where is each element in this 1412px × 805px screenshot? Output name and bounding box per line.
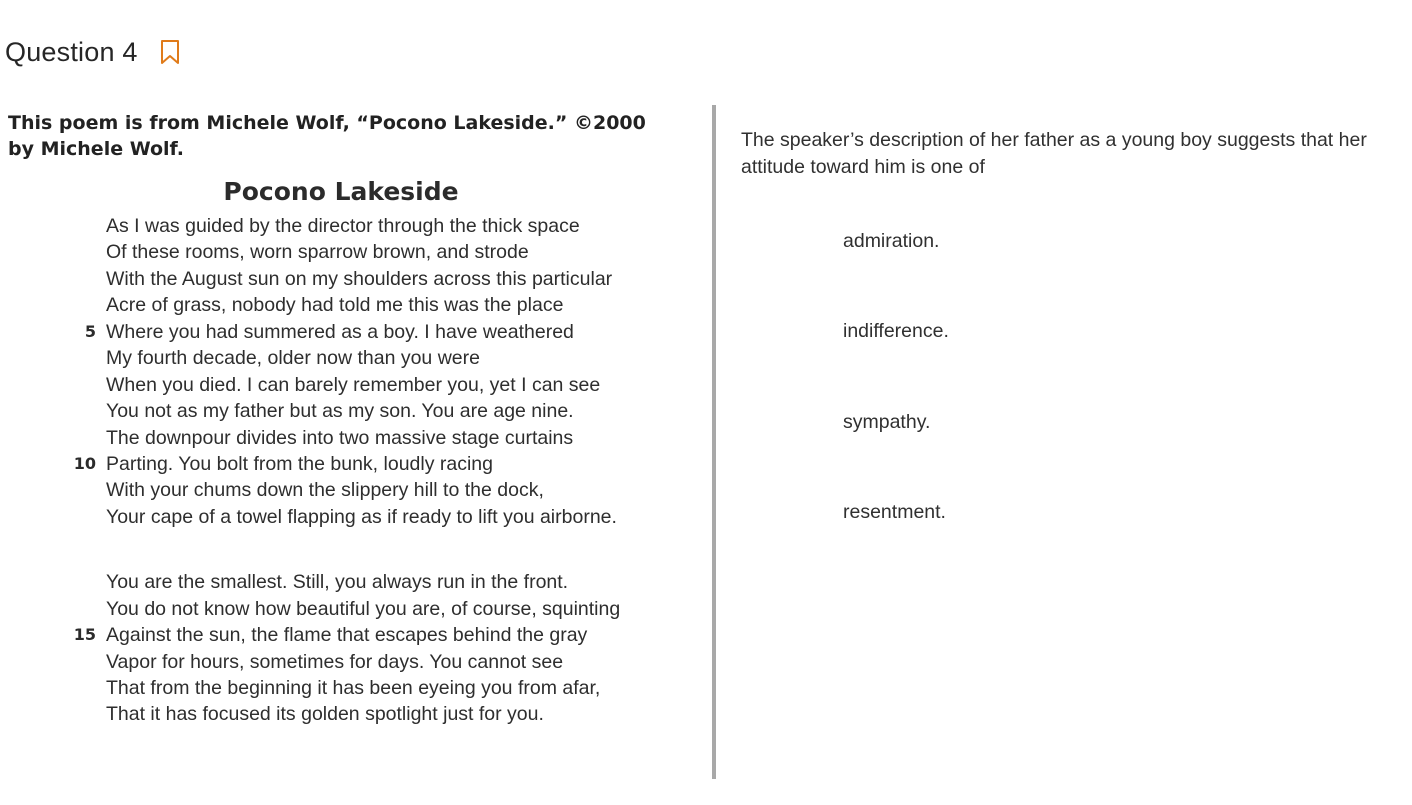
poem-line-text: That it has focused its golden spotlight just for you. (106, 703, 544, 726)
poem-line-text: When you died. I can barely remember you, yet I can see (106, 373, 601, 396)
poem-line-text: My fourth decade, older now than you were (106, 347, 480, 370)
poem-line-text: Acre of grass, nobody had told me this was the place (106, 294, 564, 317)
line-number: 15 (73, 625, 96, 645)
question-stem: The speaker’s description of her father as a young boy suggests that her attitude toward him is one of (741, 129, 1367, 178)
poem-line (8, 372, 698, 398)
panel-divider[interactable] (712, 105, 716, 779)
poem-line-text: You are the smallest. Still, you always run in the front. (106, 571, 569, 594)
poem-line (8, 398, 698, 424)
stanza-gap (8, 530, 698, 569)
poem-line-text: Parting. You bolt from the bunk, loudly racing (106, 452, 493, 475)
poem-line (8, 596, 698, 622)
poem-title: Pocono Lakeside (223, 177, 459, 206)
poem-line (8, 649, 698, 675)
poem-line (8, 675, 698, 701)
answer-choice[interactable]: indifference. (843, 320, 949, 343)
answer-choice[interactable]: admiration. (843, 230, 940, 252)
poem-line (8, 622, 698, 648)
poem-line-text: As I was guided by the director through the thick space (106, 215, 580, 237)
line-number: 10 (73, 453, 96, 473)
answer-choice[interactable]: resentment. (843, 500, 946, 523)
poem-line-text: With the August sun on my shoulders across this particular (106, 267, 613, 290)
poem-line-text: The downpour divides into two massive stage curtains (106, 426, 574, 449)
poem-line-text: With your chums down the slippery hill to the dock, (106, 479, 544, 502)
poem-line (8, 504, 698, 530)
line-number: 5 (84, 321, 96, 341)
bookmark-icon[interactable] (160, 39, 180, 65)
poem-line (8, 266, 698, 292)
question-title: Question 4 (5, 36, 138, 67)
poem-line-text: Of these rooms, worn sparrow brown, and strode (106, 241, 529, 264)
question-header (5, 34, 180, 70)
passage-source: This poem is from Michele Wolf, “Pocono Lakeside.” ©2000 by Michele Wolf. (8, 112, 646, 160)
poem-line (8, 345, 698, 371)
poem-line (8, 319, 698, 345)
poem-body (8, 213, 698, 728)
passage-panel (8, 110, 698, 728)
poem-line (8, 701, 698, 727)
poem-line (8, 477, 698, 503)
poem-line (8, 569, 698, 595)
poem-line-text: Vapor for hours, sometimes for days. You cannot see (106, 650, 564, 673)
answer-choice[interactable]: sympathy. (843, 410, 931, 433)
poem-line (8, 425, 698, 451)
poem-line-text: You not as my father but as my son. You are age nine. (106, 400, 574, 423)
poem-line-text: Where you had summered as a boy. I have weathered (106, 320, 574, 343)
poem-line-text: You do not know how beautiful you are, of course, squinting (106, 597, 621, 620)
poem-line-text: That from the beginning it has been eyeing you from afar, (106, 677, 601, 699)
question-panel (741, 127, 1381, 523)
poem-line-text: Your cape of a towel flapping as if ready to lift you airborne. (106, 505, 617, 528)
poem-line-text: Against the sun, the flame that escapes behind the gray (106, 624, 588, 647)
poem-line (8, 213, 698, 239)
poem-line (8, 292, 698, 318)
poem-line (8, 239, 698, 265)
poem-line (8, 451, 698, 477)
